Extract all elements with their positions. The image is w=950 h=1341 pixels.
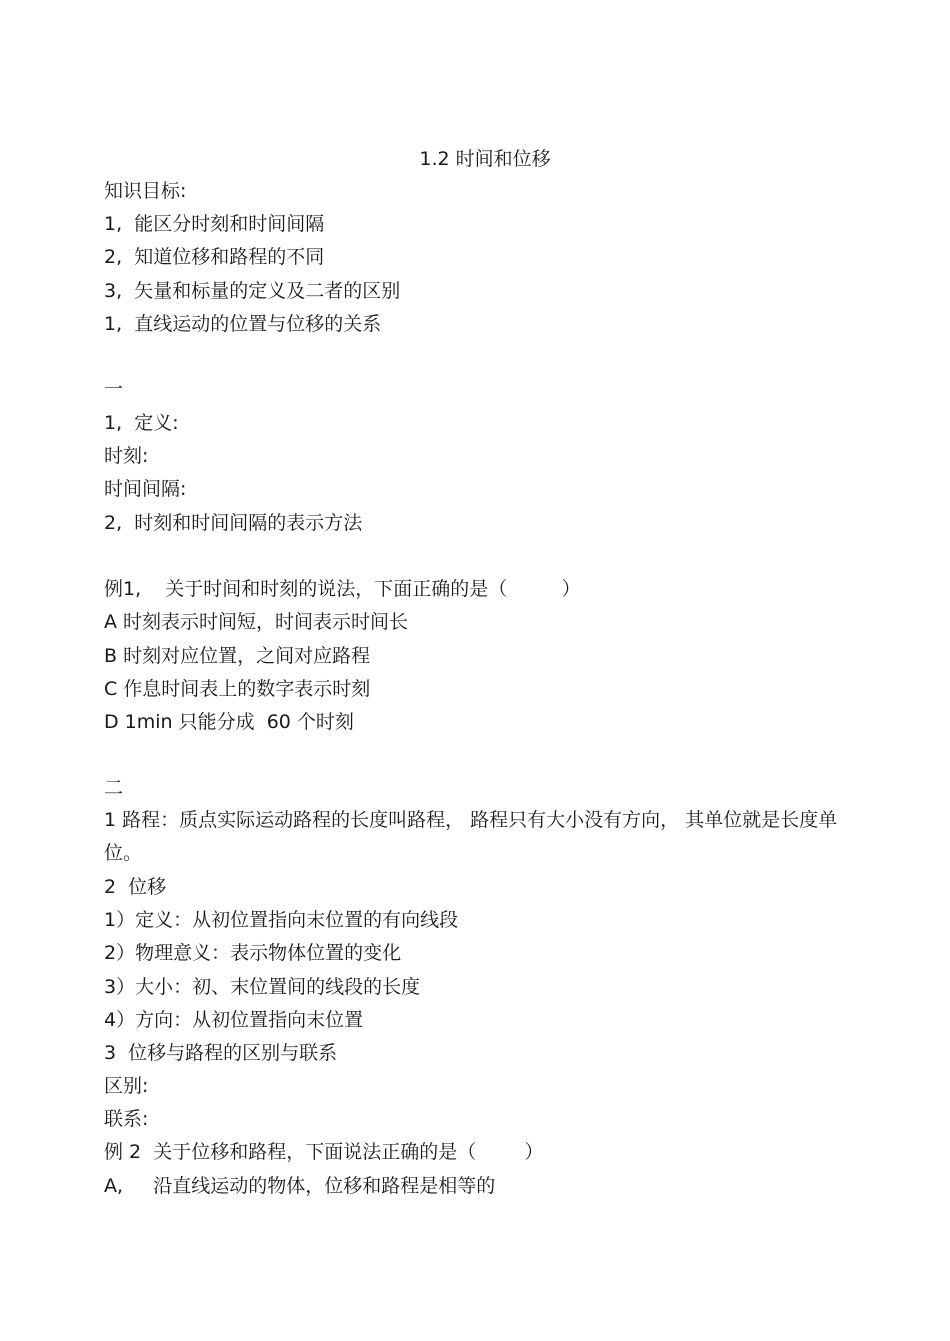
example-one-option-b: B 时刻对应位置，之间对应路程 — [104, 645, 371, 667]
text-line: 3 位移与路程的区别与联系 — [104, 1042, 338, 1064]
text-line: 联系: — [104, 1108, 149, 1130]
example-one-option-a: A 时刻表示时间短，时间表示时间长 — [104, 611, 409, 633]
objective-item: 2, 知道位移和路程的不同 — [104, 246, 325, 268]
text-line: 时间间隔: — [104, 478, 187, 500]
text-line: 2, 时刻和时间间隔的表示方法 — [104, 512, 363, 534]
text-line: 区别: — [104, 1075, 149, 1097]
example-one-option-d: D 1min 只能分成 60 个时刻 — [104, 711, 354, 733]
text-line: 3）大小：初、末位置间的线段的长度 — [104, 976, 421, 998]
objective-item: 1, 直线运动的位置与位移的关系 — [104, 313, 382, 335]
objective-item: 1, 能区分时刻和时间间隔 — [104, 213, 325, 235]
document-title: 1.2 时间和位移 — [419, 148, 551, 170]
text-line: 2）物理意义：表示物体位置的变化 — [104, 942, 402, 964]
objectives-heading: 知识目标: — [104, 180, 187, 202]
example-two-option-a: A, 沿直线运动的物体，位移和路程是相等的 — [104, 1175, 496, 1197]
section-two-heading: 二 — [104, 777, 124, 799]
section-one-heading: 一 — [104, 378, 124, 400]
text-line: 1, 定义: — [104, 412, 179, 434]
example-one-option-c: C 作息时间表上的数字表示时刻 — [104, 678, 371, 700]
path-definition: 1 路程：质点实际运动路程的长度叫路程， 路程只有大小没有方向， 其单位就是长度单位。 — [104, 809, 838, 864]
example-two-question: 例 2 关于位移和路程，下面说法正确的是（ ） — [104, 1141, 544, 1163]
text-line: 2 位移 — [104, 876, 167, 898]
text-line: 1）定义：从初位置指向末位置的有向线段 — [104, 909, 459, 931]
objective-item: 3, 矢量和标量的定义及二者的区别 — [104, 280, 401, 302]
text-line: 4）方向：从初位置指向末位置 — [104, 1009, 364, 1031]
text-line: 时刻: — [104, 445, 149, 467]
example-one-question: 例1, 关于时间和时刻的说法，下面正确的是（ ） — [104, 578, 581, 600]
